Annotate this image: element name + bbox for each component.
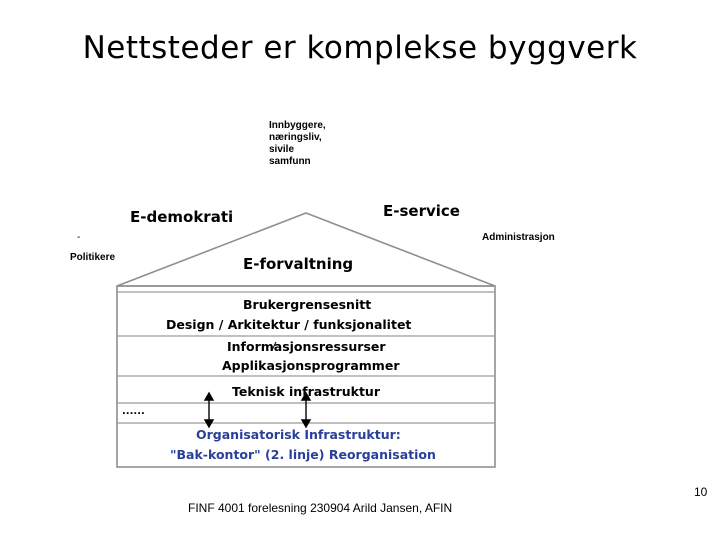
layer-organisational-infrastructure: Organisatorisk Infrastruktur: [196, 427, 401, 442]
label-e-democracy: E-demokrati [130, 208, 234, 226]
stakeholder-citizens-line-3: sivile [269, 144, 295, 155]
page-number: 10 [694, 485, 708, 499]
layer-technical-infrastructure: Teknisk infrastruktur [232, 384, 380, 399]
layer-user-interface: Brukergrensesnitt [243, 297, 372, 312]
stakeholder-citizens-line-1: Innbyggere, [269, 120, 326, 131]
stakeholder-politicians: Politikere [70, 252, 116, 263]
layer-design-architecture: Design / Arkitektur / funksjonalitet [166, 317, 412, 332]
label-e-administration: E-forvaltning [243, 255, 354, 273]
layer-information-resources: Informasjonsressurser [227, 339, 386, 354]
arrow-left [205, 393, 213, 427]
label-e-service: E-service [383, 202, 460, 220]
slide-footer: FINF 4001 forelesning 230904 Arild Jansen, AFIN [188, 501, 453, 515]
stakeholder-citizens-line-4: samfunn [269, 156, 311, 167]
slide-title: Nettsteder er komplekse byggverk [82, 30, 638, 66]
layer-ellipsis: ...... [122, 406, 145, 417]
layer-back-office: "Bak-kontor" (2. linje) Reorganisation [170, 447, 436, 462]
stakeholder-citizens-line-2: næringsliv, [269, 132, 322, 143]
stakeholder-dash: - [77, 232, 81, 243]
stakeholder-administration: Administrasjon [482, 232, 555, 243]
stakeholder-citizens [269, 120, 326, 168]
layer-application-programs: Applikasjonsprogrammer [222, 358, 400, 373]
